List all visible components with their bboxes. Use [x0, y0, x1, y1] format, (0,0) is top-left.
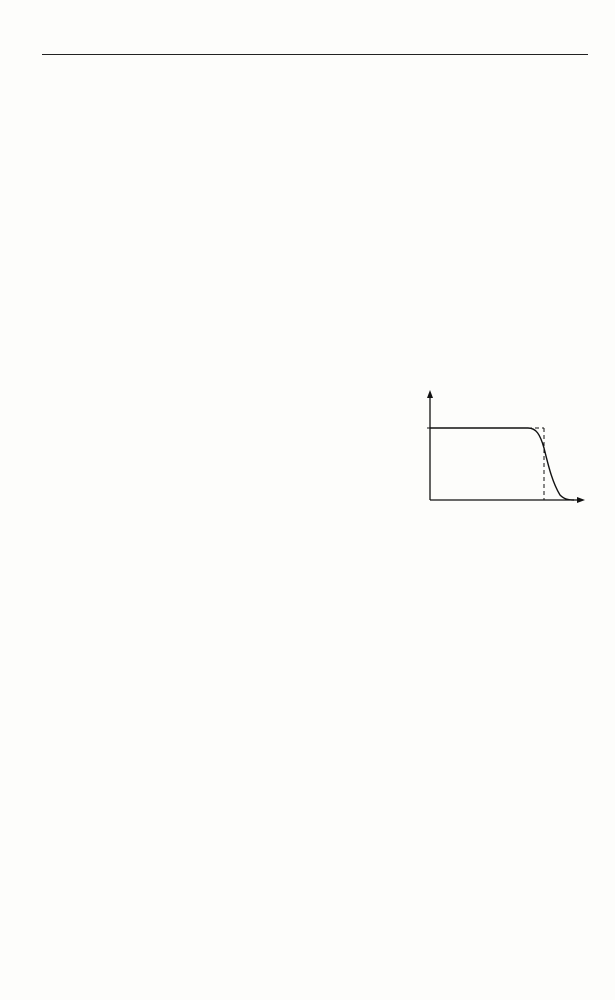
distribution-curve — [430, 428, 574, 500]
running-header — [42, 30, 588, 55]
y-axis-arrow — [427, 390, 433, 398]
x-axis-arrow — [577, 497, 585, 503]
figure-114-distribution-plot — [410, 388, 600, 518]
